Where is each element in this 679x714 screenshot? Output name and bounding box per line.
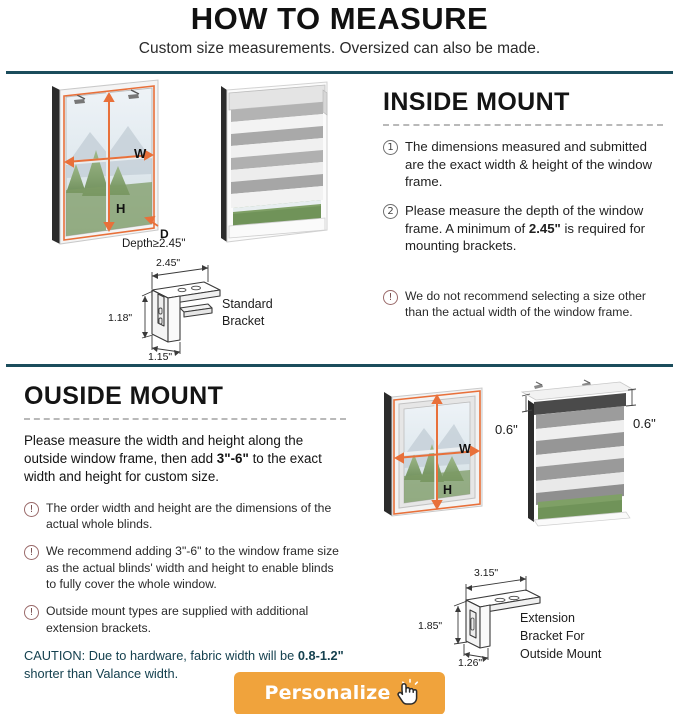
standard-bracket-dim-top: 2.45" [156, 257, 181, 269]
extension-bracket-name-line3: Outside Mount [520, 646, 602, 661]
inside-point-2 [383, 202, 663, 255]
extension-bracket-dim-bottom: 1.26" [458, 657, 483, 669]
inside-window-diagram [42, 78, 222, 258]
outside-blind-diagram [508, 376, 648, 536]
inside-note-row [383, 288, 665, 321]
inside-note-marker: ! [383, 290, 398, 305]
outside-overhang-left: 0.6" [495, 422, 518, 437]
inside-mount-text [383, 88, 663, 266]
extension-bracket-dim-top: 3.15" [474, 567, 499, 579]
inside-point-1-marker: 1 [383, 140, 398, 155]
inside-note-text: We do not recommend selecting a size other than the actual width of the window frame. [405, 289, 646, 320]
inside-mount-note [383, 288, 665, 332]
outside-point-3-marker: ! [24, 605, 39, 620]
extension-bracket-name-line2: Bracket For [520, 628, 585, 643]
inside-point-2-text: Please measure the depth of the window frame. A minimum of 2.45" is required for mounting brackets. [405, 203, 646, 254]
outside-overhang-right: 0.6" [633, 416, 656, 431]
standard-bracket-name-line2: Bracket [222, 313, 265, 328]
extension-bracket-name [520, 610, 601, 663]
outside-mount-section [0, 372, 679, 681]
inside-mount-section [0, 74, 679, 363]
outside-point-2 [24, 543, 346, 592]
inside-label-depth: D [160, 227, 169, 241]
extension-bracket-dim-left: 1.85" [418, 620, 443, 632]
cta-area [0, 672, 679, 714]
outside-label-height: H [443, 483, 453, 497]
outside-point-2-text: We recommend adding 3"-6" to the window frame size as the actual blinds' width and height to enable blinds to fully cover the whole window. [46, 544, 339, 592]
page-header [0, 0, 679, 59]
inside-mount-title: INSIDE MOUNT [383, 88, 570, 116]
outside-label-width: W [459, 442, 471, 456]
outside-mount-lead: Please measure the width and height along the outside window frame, then add 3"-6" to the exact width and height for custom size. [24, 433, 322, 485]
outside-point-3-text: Outside mount types are supplied with additional extension brackets. [46, 604, 309, 635]
outside-point-3 [24, 603, 346, 636]
standard-bracket-name-line1: Standard [222, 297, 273, 311]
section-divider [6, 364, 673, 367]
outside-mount-text [24, 382, 346, 682]
outside-mount-title: OUSIDE MOUNT [24, 382, 224, 410]
personalize-button[interactable] [234, 672, 444, 714]
page-subtitle: Custom size measurements. Oversized can also be made. [138, 40, 541, 58]
standard-bracket-dim-bottom: 1.15" [148, 351, 173, 363]
inside-label-height: H [116, 201, 126, 216]
standard-bracket-name [222, 296, 273, 330]
outside-point-1 [24, 500, 346, 533]
page-title: HOW TO MEASURE [190, 1, 489, 36]
outside-window-diagram [378, 384, 508, 529]
outside-point-1-text: The order width and height are the dimensions of the actual whole blinds. [46, 500, 332, 531]
inside-blind-diagram [215, 80, 343, 250]
inside-label-width: W [134, 146, 147, 161]
outside-dashed-divider [24, 418, 346, 420]
click-hand-icon [393, 679, 419, 707]
extension-bracket-name-line1: Extension [520, 611, 575, 625]
inside-depth-caption: Depth≥2.45" [122, 238, 186, 250]
caution-text: CAUTION: Due to hardware, fabric width will be 0.8-1.2" shorter than Valance width. [24, 648, 344, 681]
standard-bracket-dim-left: 1.18" [108, 312, 133, 324]
inside-dashed-divider [383, 124, 663, 126]
outside-point-1-marker: ! [24, 502, 39, 517]
inside-point-1 [383, 138, 663, 191]
personalize-button-label: Personalize [264, 682, 391, 704]
inside-point-2-marker: 2 [383, 204, 398, 219]
inside-point-1-text: The dimensions measured and submitted are the exact width & height of the window frame. [405, 139, 653, 190]
outside-point-2-marker: ! [24, 545, 39, 560]
